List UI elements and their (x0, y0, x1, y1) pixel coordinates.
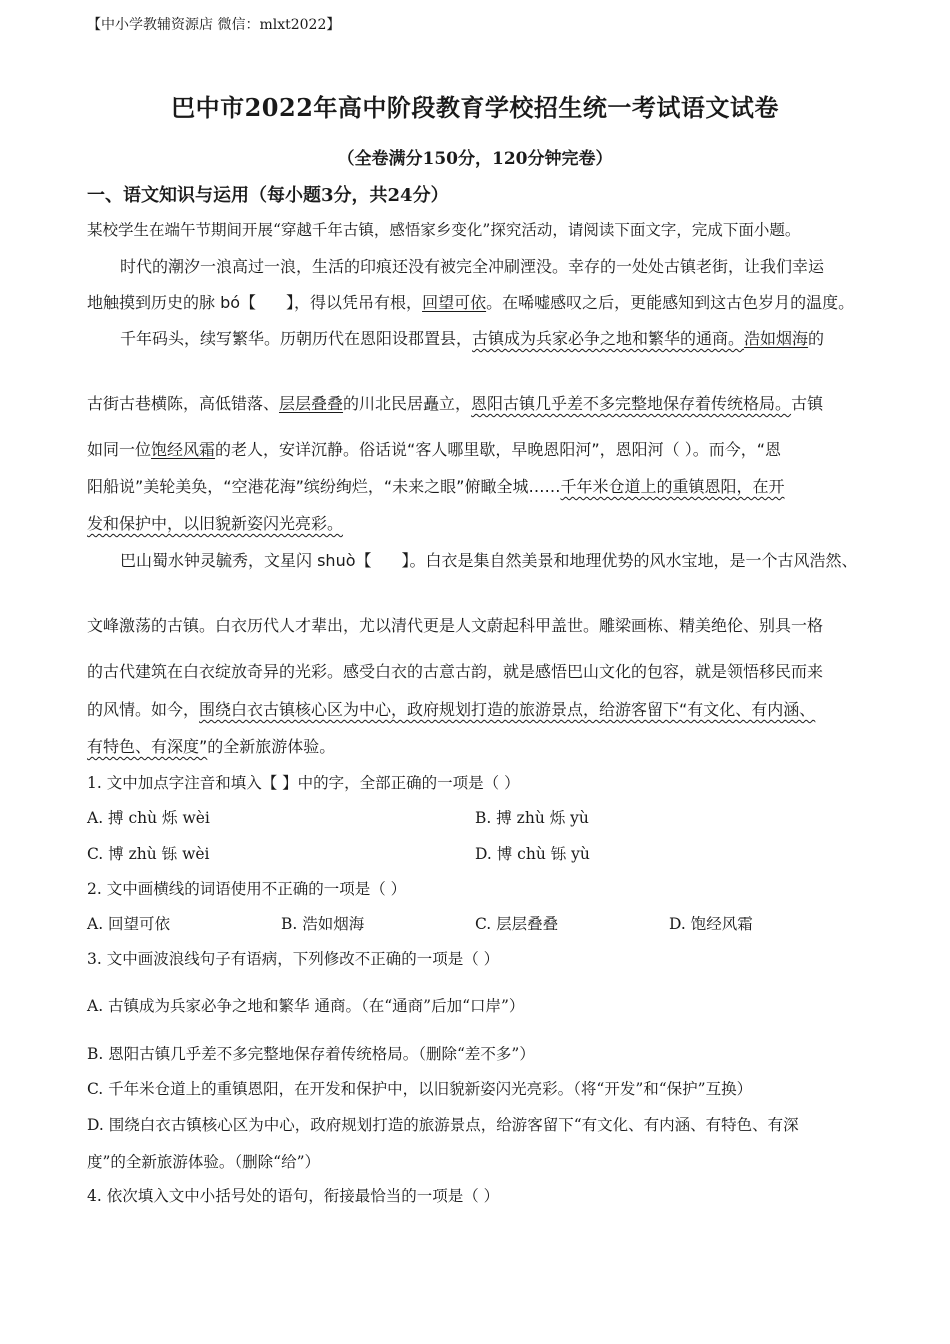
passage-line-10: 的古代建筑在白衣绽放奇异的光彩。感受白衣的古意古韵，就是感悟巴山文化的包容，就是领悟移民而来 (87, 662, 824, 681)
wavy-sentence: 恩阳古镇几乎差不多完整地保存着传统格局。 (471, 394, 792, 413)
passage-line-6 (87, 474, 784, 497)
text: 巴山蜀水钟灵毓秀，文星闪 shuò【 (120, 551, 372, 570)
question-2-stem: 2. 文中画横线的词语使用不正确的一项是（ ） (87, 880, 407, 898)
wavy-sentence: 古镇成为兵家必争之地和繁华的通商。 (472, 329, 745, 348)
passage-line-3 (120, 326, 824, 349)
passage-line-2 (87, 290, 854, 313)
underlined-word: 浩如烟海 (744, 329, 809, 348)
question-1-stem: 1. 文中加点字注音和填入【 】中的字，全部正确的一项是（ ） (87, 774, 520, 792)
text: 】。白衣是集自然美景和地理优势的风水宝地，是一个古风浩然、 (401, 551, 858, 570)
passage-line-1: 时代的潮汐一浪高过一浪，生活的印痕还没有被完全冲刷湮没。幸存的一处处古镇老街，让我们幸运 (120, 257, 825, 276)
text: 地触摸到历史的脉 bó【 (87, 293, 257, 312)
passage-line-7 (87, 511, 343, 534)
question-2-option-d[interactable]: D. 饱经风霜 (669, 915, 753, 933)
question-1-option-c[interactable]: C. 博 zhù 铄 wèi (87, 845, 210, 863)
question-2-option-b[interactable]: B. 浩如烟海 (281, 915, 365, 933)
page-title: 巴中市2022年高中阶段教育学校招生统一考试语文试卷 (171, 93, 779, 122)
question-2-option-c[interactable]: C. 层层叠叠 (475, 915, 559, 933)
passage-line-9: 文峰激荡的古镇。白衣历代人才辈出，尤以清代更是人文蔚起科甲盖世。雕梁画栋、精美绝伦、别具一格 (87, 616, 824, 635)
text: 的老人，安详沉静。俗话说“客人哪里歇，早晚恩阳河”，恩阳河（ ）。而今，“恩 (215, 440, 781, 459)
underlined-word: 回望可依 (422, 293, 487, 312)
text: 】，得以凭吊有根， (286, 293, 423, 312)
text: 的川北民居矗立， (343, 394, 472, 413)
page-subtitle: （全卷满分150分，120分钟完卷） (337, 149, 613, 169)
question-3-option-d-continued: 度”的全新旅游体验。（删除“给”） (87, 1153, 321, 1171)
passage-line-12 (87, 734, 335, 757)
passage-line-5 (87, 437, 781, 460)
passage-line-11 (87, 697, 815, 720)
wavy-sentence: 围绕白衣古镇核心区为中心，政府规划打造的旅游景点，给游客留下“有文化、有内涵、 (199, 700, 816, 719)
underlined-word: 饱经风霜 (151, 440, 216, 459)
wavy-sentence: 发和保护中，以旧貌新姿闪光亮彩。 (87, 514, 344, 533)
question-1-option-d[interactable]: D. 博 chù 铄 yù (475, 845, 590, 863)
passage-line-4 (87, 391, 823, 414)
underlined-word: 层层叠叠 (279, 394, 344, 413)
question-1-option-a[interactable]: A. 搏 chù 烁 wèi (87, 809, 210, 827)
question-3-option-c[interactable]: C. 千年米仓道上的重镇恩阳，在开发和保护中，以旧貌新姿闪光亮彩。（将“开发”和“保护”互换） (87, 1080, 753, 1098)
text: 古街古巷横陈，高低错落、 (87, 394, 280, 413)
text: 。在唏嘘感叹之后，更能感知到这古色岁月的温度。 (486, 293, 855, 312)
header-watermark: 【中小学教辅资源店 微信：mlxt2022】 (87, 17, 341, 33)
passage-line-8 (120, 548, 858, 571)
wavy-sentence: 有特色、有深度” (87, 737, 208, 756)
question-3-option-a[interactable]: A. 古镇成为兵家必争之地和繁华 通商。（在“通商”后加“口岸”） (87, 997, 525, 1015)
intro-text: 某校学生在端午节期间开展“穿越千年古镇，感悟家乡变化”探究活动，请阅读下面文字，完成下面小题。 (87, 221, 801, 239)
wavy-sentence: 千年米仓道上的重镇恩阳，在开 (560, 477, 785, 496)
text: 古镇 (791, 394, 824, 413)
text: 如同一位 (87, 440, 152, 459)
text: 千年码头，续写繁华。历朝历代在恩阳设郡置县， (120, 329, 473, 348)
question-4-stem: 4. 依次填入文中小括号处的语句，衔接最恰当的一项是（ ） (87, 1187, 500, 1205)
section-heading: 一、语文知识与运用（每小题3分，共24分） (87, 185, 449, 206)
text: 阳船说”美轮美奂，“空港花海”缤纷绚烂，“未来之眼”俯瞰全城…… (87, 477, 561, 496)
text: 的风情。如今， (87, 700, 200, 719)
text: 的全新旅游体验。 (207, 737, 336, 756)
question-3-option-d[interactable]: D. 围绕白衣古镇核心区为中心，政府规划打造的旅游景点，给游客留下“有文化、有内涵、有特色、有深 (87, 1116, 799, 1134)
question-1-option-b[interactable]: B. 搏 zhù 烁 yù (475, 809, 589, 827)
question-2-option-a[interactable]: A. 回望可依 (87, 915, 171, 933)
question-3-stem: 3. 文中画波浪线句子有语病，下列修改不正确的一项是（ ） (87, 950, 500, 968)
question-3-option-b[interactable]: B. 恩阳古镇几乎差不多完整地保存着传统格局。（删除“差不多”） (87, 1045, 535, 1063)
text: 的 (808, 329, 825, 348)
